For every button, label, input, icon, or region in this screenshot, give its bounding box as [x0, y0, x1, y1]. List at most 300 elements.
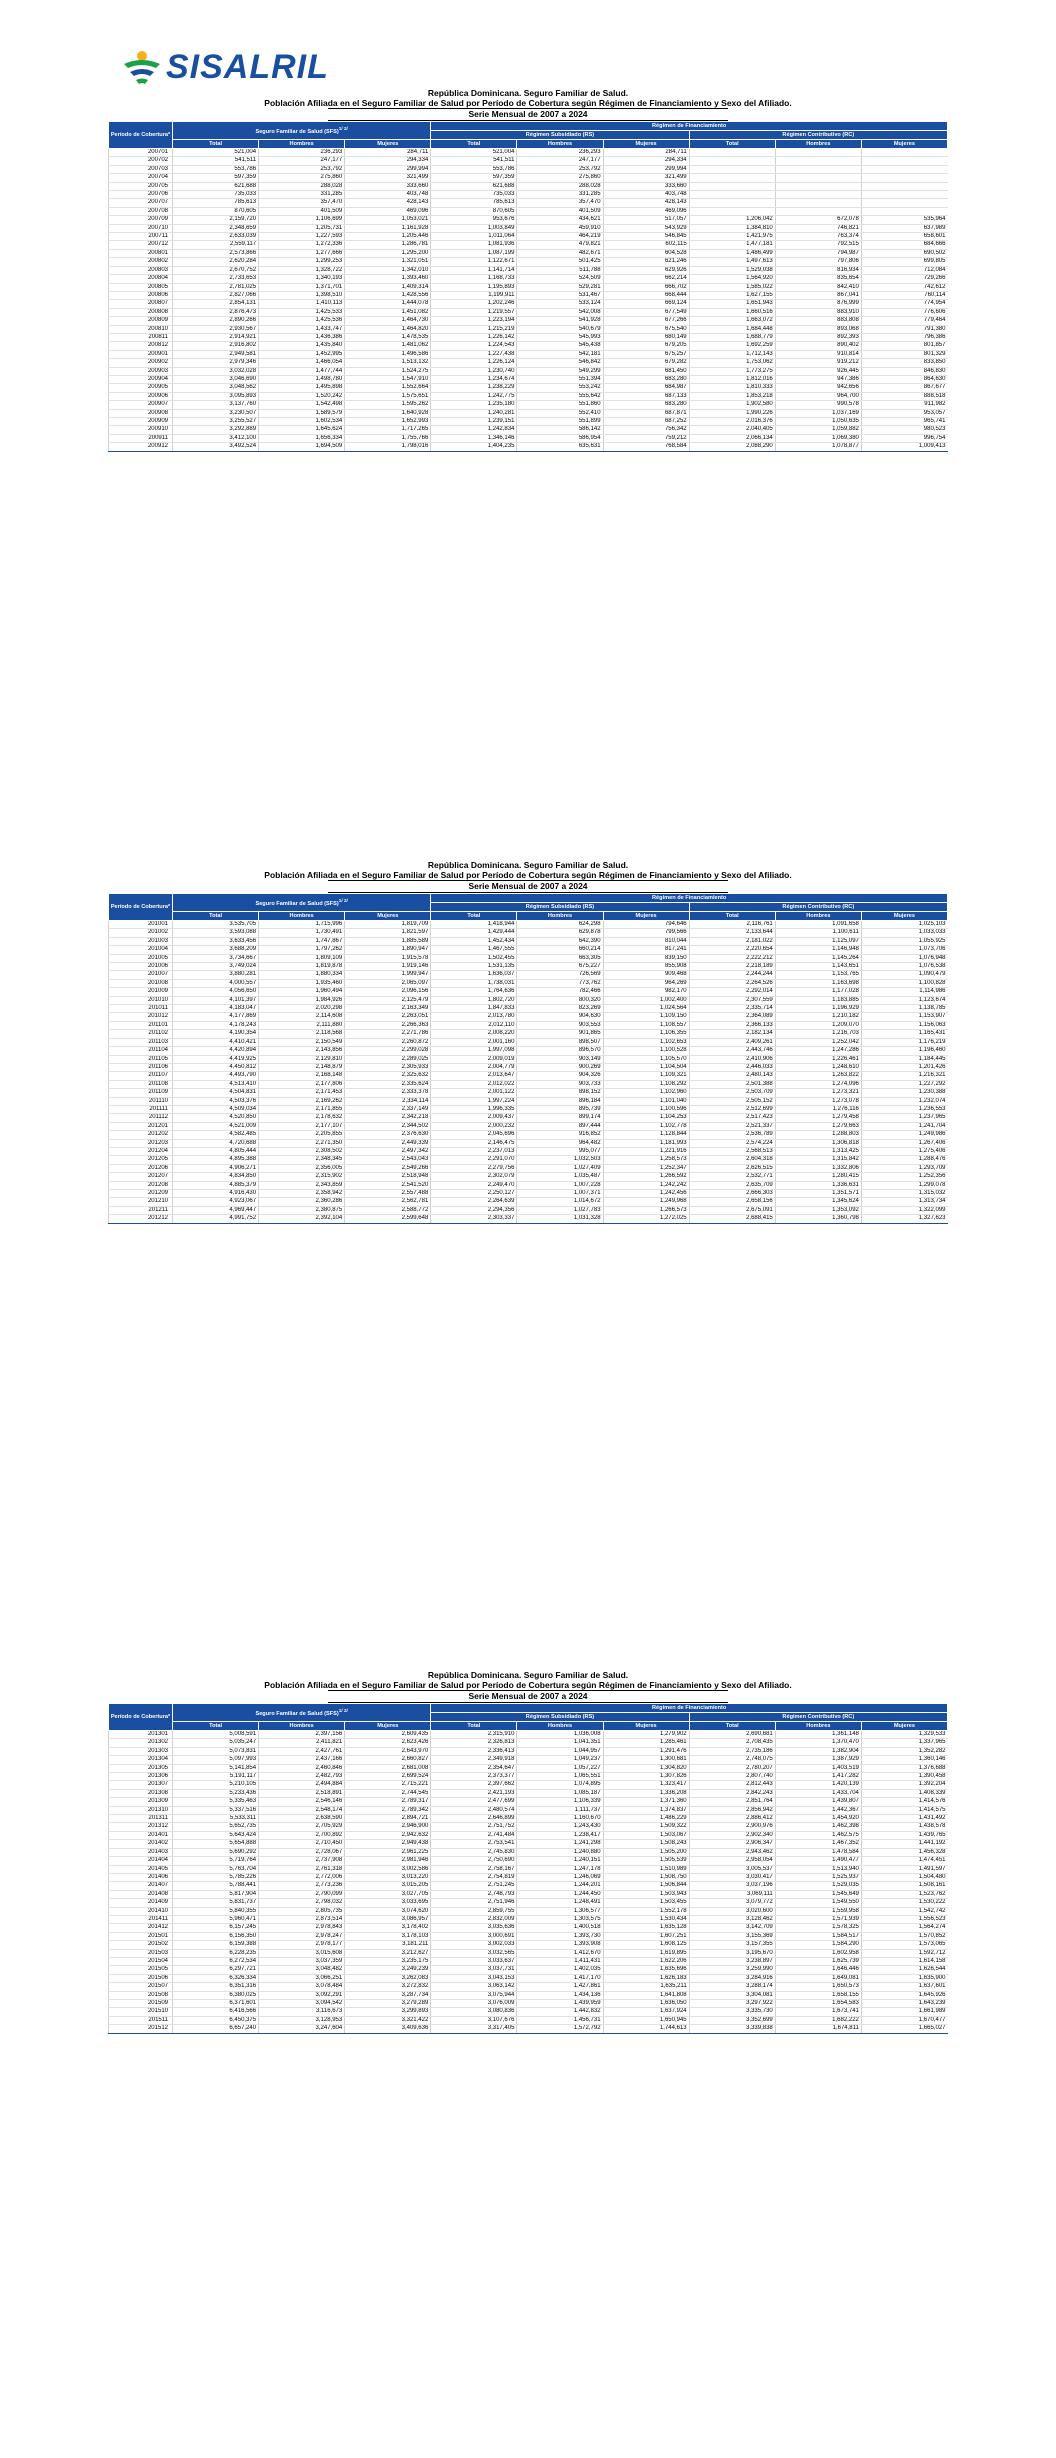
value-cell: 2,409,261: [689, 1038, 775, 1046]
value-cell: 1,572,792: [517, 2025, 603, 2033]
table-row: [109, 1021, 948, 1029]
table-row: [109, 1122, 948, 1130]
value-cell: 1,226,142: [431, 333, 517, 341]
value-cell: 469,096: [603, 207, 689, 215]
value-cell: 1,044,957: [517, 1747, 603, 1755]
value-cell: 1,181,993: [603, 1139, 689, 1147]
value-cell: 642,390: [517, 937, 603, 945]
value-cell: 275,860: [259, 174, 345, 182]
value-cell: 2,171,855: [259, 1105, 345, 1113]
value-cell: 1,564,920: [689, 275, 775, 283]
period-cell: 201212: [109, 1215, 173, 1223]
table-row: [109, 367, 948, 375]
value-cell: 1,556,523: [861, 1915, 947, 1923]
value-cell: 2,851,764: [689, 1798, 775, 1806]
value-cell: 541,511: [431, 157, 517, 165]
value-cell: 2,906,347: [689, 1840, 775, 1848]
value-cell: 1,370,470: [775, 1739, 861, 1747]
value-cell: 284,711: [603, 149, 689, 157]
period-cell: 201403: [109, 1848, 173, 1856]
period-cell: 200907: [109, 401, 173, 409]
value-cell: 1,738,031: [431, 979, 517, 987]
value-cell: 3,066,251: [259, 1974, 345, 1982]
value-cell: 3,027,705: [345, 1890, 431, 1898]
value-cell: 3,247,604: [259, 2025, 345, 2033]
value-cell: 3,092,291: [259, 1991, 345, 1999]
value-cell: 1,414,576: [861, 1798, 947, 1806]
value-cell: 3,288,174: [689, 1983, 775, 1991]
value-cell: 926,445: [775, 367, 861, 375]
value-cell: 6,297,721: [173, 1966, 259, 1974]
value-cell: 4,885,379: [173, 1181, 259, 1189]
value-cell: 1,504,480: [861, 1873, 947, 1881]
value-cell: 1,421,975: [689, 233, 775, 241]
value-cell: 2,279,756: [431, 1164, 517, 1172]
value-cell: 1,236,553: [861, 1105, 947, 1113]
period-cell: 201007: [109, 971, 173, 979]
value-cell: 4,410,421: [173, 1038, 259, 1046]
value-cell: 1,206,042: [689, 216, 775, 224]
value-cell: 2,541,520: [345, 1181, 431, 1189]
value-cell: 2,446,033: [689, 1063, 775, 1071]
period-cell: 201111: [109, 1105, 173, 1113]
value-cell: 1,552,664: [345, 384, 431, 392]
value-cell: 586,954: [517, 434, 603, 442]
value-cell: 839,150: [603, 954, 689, 962]
value-cell: 6,450,375: [173, 2016, 259, 2024]
table-row: [109, 1983, 948, 1991]
header-hombres: Hombres: [259, 1722, 345, 1731]
table-row: [109, 258, 948, 266]
value-cell: 1,425,533: [259, 308, 345, 316]
period-cell: 201109: [109, 1089, 173, 1097]
value-cell: 1,304,820: [603, 1764, 689, 1772]
value-cell: 1,249,986: [861, 1131, 947, 1139]
logo-figure-icon: [122, 50, 162, 86]
value-cell: 2,000,232: [431, 1122, 517, 1130]
report-page: [108, 88, 948, 452]
value-cell: [689, 149, 775, 157]
table-row: [109, 308, 948, 316]
table-row: [109, 1924, 948, 1932]
value-cell: [775, 207, 861, 215]
value-cell: 1,466,054: [259, 359, 345, 367]
value-cell: 2,876,473: [173, 308, 259, 316]
value-cell: 1,425,536: [259, 317, 345, 325]
value-cell: 2,620,284: [173, 258, 259, 266]
value-cell: 1,635,696: [603, 1966, 689, 1974]
value-cell: 1,427,861: [517, 1983, 603, 1991]
value-cell: 1,244,201: [517, 1882, 603, 1890]
value-cell: 2,568,513: [689, 1147, 775, 1155]
value-cell: 4,183,047: [173, 1005, 259, 1013]
period-cell: 201110: [109, 1097, 173, 1105]
value-cell: 4,190,354: [173, 1030, 259, 1038]
table-row: [109, 1206, 948, 1214]
value-cell: 1,352,282: [861, 1747, 947, 1755]
value-cell: 511,788: [517, 266, 603, 274]
table-row: [109, 317, 948, 325]
value-cell: 3,297,922: [689, 2000, 775, 2008]
value-cell: 1,327,623: [861, 1215, 947, 1223]
value-cell: 1,050,635: [775, 418, 861, 426]
period-cell: 201409: [109, 1899, 173, 1907]
value-cell: 3,279,289: [345, 2000, 431, 2008]
value-cell: 1,238,417: [517, 1831, 603, 1839]
value-cell: 2,343,859: [259, 1181, 345, 1189]
table-row: [109, 249, 948, 257]
value-cell: 3,000,691: [431, 1932, 517, 1940]
value-cell: 1,902,580: [689, 401, 775, 409]
period-cell: 201208: [109, 1181, 173, 1189]
value-cell: 1,478,584: [775, 1848, 861, 1856]
value-cell: 434,621: [517, 216, 603, 224]
header-sfs: Seguro Familiar de Salud (SFS)$^{1/ 2/}$: [173, 894, 431, 912]
period-cell: 201405: [109, 1865, 173, 1873]
table-row: [109, 1991, 948, 1999]
value-cell: 679,205: [603, 342, 689, 350]
value-cell: 3,035,636: [431, 1924, 517, 1932]
value-cell: 5,073,831: [173, 1747, 259, 1755]
value-cell: 1,578,325: [775, 1924, 861, 1932]
value-cell: 551,394: [517, 375, 603, 383]
value-cell: 2,335,714: [689, 1005, 775, 1013]
value-cell: 1,277,666: [259, 249, 345, 257]
value-cell: 746,821: [775, 224, 861, 232]
value-cell: 2,118,568: [259, 1030, 345, 1038]
value-cell: 1,409,314: [345, 283, 431, 291]
value-cell: 953,057: [861, 409, 947, 417]
value-cell: 1,241,298: [517, 1840, 603, 1848]
value-cell: 1,252,347: [603, 1164, 689, 1172]
table-row: [109, 1932, 948, 1940]
value-cell: 903,149: [517, 1055, 603, 1063]
value-cell: 6,326,334: [173, 1974, 259, 1982]
value-cell: 3,005,537: [689, 1865, 775, 1873]
value-cell: 3,593,088: [173, 929, 259, 937]
value-cell: 1,209,070: [775, 1021, 861, 1029]
table-row: [109, 1815, 948, 1823]
value-cell: 2,364,089: [689, 1013, 775, 1021]
period-cell: 201509: [109, 2000, 173, 2008]
value-cell: 2,013,647: [431, 1072, 517, 1080]
report-title: República Dominicana. Seguro Familiar de Salud.: [427, 88, 629, 98]
header-sfs: Seguro Familiar de Salud (SFS)$^{1/ 2/}$: [173, 122, 431, 140]
value-cell: 2,001,160: [431, 1038, 517, 1046]
value-cell: 1,227,593: [259, 233, 345, 241]
value-cell: 904,326: [517, 1072, 603, 1080]
value-cell: 919,212: [775, 359, 861, 367]
table-row: [109, 1806, 948, 1814]
period-cell: 201107: [109, 1072, 173, 1080]
value-cell: 1,439,807: [775, 1798, 861, 1806]
value-cell: 3,249,239: [345, 1966, 431, 1974]
value-cell: 1,168,733: [431, 275, 517, 283]
value-cell: 4,493,790: [173, 1072, 259, 1080]
value-cell: 3,259,990: [689, 1966, 775, 1974]
value-cell: 1,276,116: [775, 1105, 861, 1113]
value-cell: 699,805: [861, 258, 947, 266]
value-cell: 5,960,471: [173, 1915, 259, 1923]
period-cell: 200909: [109, 418, 173, 426]
period-cell: 201201: [109, 1122, 173, 1130]
value-cell: 1,798,016: [345, 443, 431, 451]
table-row: [109, 300, 948, 308]
value-cell: 1,240,281: [431, 409, 517, 417]
value-cell: 996,754: [861, 434, 947, 442]
value-cell: 1,128,844: [603, 1131, 689, 1139]
value-cell: 1,227,292: [861, 1080, 947, 1088]
value-cell: 3,633,456: [173, 937, 259, 945]
value-cell: 1,919,146: [345, 963, 431, 971]
value-cell: [775, 199, 861, 207]
period-cell: 201502: [109, 1941, 173, 1949]
value-cell: 2,708,435: [689, 1739, 775, 1747]
period-cell: 201505: [109, 1966, 173, 1974]
value-cell: 482,671: [517, 249, 603, 257]
period-cell: 201404: [109, 1857, 173, 1865]
value-cell: 1,111,737: [517, 1806, 603, 1814]
value-cell: 2,299,028: [345, 1047, 431, 1055]
value-cell: 2,480,143: [689, 1072, 775, 1080]
value-cell: 1,744,613: [603, 2025, 689, 2033]
value-cell: 1,274,096: [775, 1080, 861, 1088]
value-cell: 768,584: [603, 443, 689, 451]
value-cell: 2,244,244: [689, 971, 775, 979]
value-cell: 1,007,371: [517, 1190, 603, 1198]
value-cell: 597,359: [431, 174, 517, 182]
period-cell: 201108: [109, 1080, 173, 1088]
table-row: [109, 325, 948, 333]
value-cell: 729,266: [861, 275, 947, 283]
value-cell: 3,155,369: [689, 1932, 775, 1940]
value-cell: 2,163,349: [345, 1005, 431, 1013]
value-cell: 1,300,681: [603, 1756, 689, 1764]
value-cell: 1,412,670: [517, 1949, 603, 1957]
table-row: [109, 2000, 948, 2008]
value-cell: 2,001,122: [431, 1089, 517, 1097]
table-row: [109, 1731, 948, 1739]
value-cell: 2,012,022: [431, 1080, 517, 1088]
value-cell: 1,564,274: [861, 1924, 947, 1932]
value-cell: 1,183,885: [775, 996, 861, 1004]
value-cell: 2,588,772: [345, 1206, 431, 1214]
value-cell: 1,141,714: [431, 266, 517, 274]
value-cell: 1,078,877: [775, 443, 861, 451]
value-cell: 1,024,564: [603, 1005, 689, 1013]
value-cell: 469,096: [345, 207, 431, 215]
value-cell: 1,321,051: [345, 258, 431, 266]
value-cell: 479,821: [517, 241, 603, 249]
value-cell: 5,840,355: [173, 1907, 259, 1915]
table-row: [109, 375, 948, 383]
value-cell: 2,264,526: [689, 979, 775, 987]
table-row: [109, 233, 948, 241]
report-series: Serie Mensual de 2007 a 2024: [328, 880, 728, 893]
value-cell: 2,354,647: [431, 1764, 517, 1772]
table-row: [109, 1831, 948, 1839]
value-cell: 1,076,538: [861, 963, 947, 971]
table-row: [109, 165, 948, 173]
value-cell: 1,797,262: [259, 946, 345, 954]
value-cell: 2,751,752: [431, 1823, 517, 1831]
value-cell: 2,421,193: [431, 1789, 517, 1797]
period-cell: 201401: [109, 1831, 173, 1839]
value-cell: 4,503,376: [173, 1097, 259, 1105]
value-cell: 1,069,380: [775, 434, 861, 442]
period-cell: 201004: [109, 946, 173, 954]
value-cell: 357,470: [259, 199, 345, 207]
value-cell: 1,360,146: [861, 1756, 947, 1764]
period-cell: 200807: [109, 300, 173, 308]
value-cell: 2,521,337: [689, 1122, 775, 1130]
value-cell: 3,128,462: [689, 1915, 775, 1923]
value-cell: 1,177,028: [775, 988, 861, 996]
value-cell: 288,028: [259, 182, 345, 190]
value-cell: 1,227,438: [431, 350, 517, 358]
header-hombres: Hombres: [775, 912, 861, 921]
value-cell: 553,786: [431, 165, 517, 173]
value-cell: 2,348,659: [173, 224, 259, 232]
value-cell: [861, 149, 947, 157]
period-cell: 200711: [109, 233, 173, 241]
value-cell: 3,094,542: [259, 2000, 345, 2008]
value-cell: 3,048,562: [173, 384, 259, 392]
value-cell: 679,282: [603, 359, 689, 367]
value-cell: 1,027,409: [517, 1164, 603, 1172]
value-cell: 552,410: [517, 409, 603, 417]
value-cell: 2,325,632: [345, 1072, 431, 1080]
value-cell: 1,812,016: [689, 375, 775, 383]
table-row: [109, 946, 948, 954]
value-cell: 1,279,902: [603, 1731, 689, 1739]
value-cell: 2,302,079: [431, 1173, 517, 1181]
value-cell: 4,509,034: [173, 1105, 259, 1113]
value-cell: [861, 199, 947, 207]
value-cell: 1,263,822: [775, 1072, 861, 1080]
value-cell: 1,252,356: [861, 1173, 947, 1181]
value-cell: 2,505,152: [689, 1097, 775, 1105]
value-cell: 3,116,673: [259, 2008, 345, 2016]
value-cell: [861, 207, 947, 215]
value-cell: 1,196,929: [775, 1005, 861, 1013]
value-cell: 464,219: [517, 233, 603, 241]
value-cell: 403,748: [345, 191, 431, 199]
period-cell: 201305: [109, 1764, 173, 1772]
table-row: [109, 1164, 948, 1172]
value-cell: 1,650,945: [603, 2016, 689, 2024]
header-rc: Régimen Contributivo (RC): [689, 131, 947, 140]
table-row: [109, 1907, 948, 1915]
value-cell: 1,513,132: [345, 359, 431, 367]
table-row: [109, 1857, 948, 1865]
report-title: República Dominicana. Seguro Familiar de Salud.: [427, 860, 629, 870]
value-cell: 3,002,586: [345, 1865, 431, 1873]
value-cell: 980,523: [861, 426, 947, 434]
value-cell: 890,402: [775, 342, 861, 350]
value-cell: 1,684,448: [689, 325, 775, 333]
table-row: [109, 1974, 948, 1982]
value-cell: 4,834,850: [173, 1173, 259, 1181]
value-cell: 1,530,434: [603, 1915, 689, 1923]
value-cell: 2,643,970: [345, 1747, 431, 1755]
value-cell: 2,111,880: [259, 1021, 345, 1029]
value-cell: 1,510,989: [603, 1865, 689, 1873]
value-cell: 597,359: [173, 174, 259, 182]
value-cell: 2,748,793: [431, 1890, 517, 1898]
value-cell: 2,114,608: [259, 1013, 345, 1021]
value-cell: 1,009,413: [861, 443, 947, 451]
value-cell: 3,137,760: [173, 401, 259, 409]
value-cell: 1,037,169: [775, 409, 861, 417]
value-cell: 3,335,730: [689, 2008, 775, 2016]
value-cell: 1,201,426: [861, 1063, 947, 1071]
value-cell: 1,313,734: [861, 1198, 947, 1206]
value-cell: 2,914,921: [173, 333, 259, 341]
value-cell: 2,633,039: [173, 233, 259, 241]
table-row: [109, 1147, 948, 1155]
value-cell: 1,032,503: [517, 1156, 603, 1164]
value-cell: 247,177: [259, 157, 345, 165]
value-cell: 1,247,286: [775, 1047, 861, 1055]
period-cell: 200705: [109, 182, 173, 190]
value-cell: 3,492,524: [173, 443, 259, 451]
value-cell: 2,670,752: [173, 266, 259, 274]
value-cell: 810,044: [603, 937, 689, 945]
value-cell: 1,337,965: [861, 1739, 947, 1747]
value-cell: 2,358,942: [259, 1190, 345, 1198]
value-cell: 1,420,139: [775, 1781, 861, 1789]
value-cell: 294,334: [345, 157, 431, 165]
value-cell: 1,451,082: [345, 308, 431, 316]
value-cell: 428,143: [603, 199, 689, 207]
value-cell: 3,688,209: [173, 946, 259, 954]
value-cell: 294,334: [603, 157, 689, 165]
value-cell: 4,504,831: [173, 1089, 259, 1097]
table-row: [109, 384, 948, 392]
value-cell: 687,871: [603, 409, 689, 417]
value-cell: 1,506,844: [603, 1882, 689, 1890]
value-cell: 1,651,943: [689, 300, 775, 308]
value-cell: 1,403,519: [775, 1764, 861, 1772]
value-cell: 1,232,074: [861, 1097, 947, 1105]
value-cell: 2,832,009: [431, 1915, 517, 1923]
value-cell: 2,411,821: [259, 1739, 345, 1747]
value-cell: 1,288,803: [775, 1131, 861, 1139]
value-cell: 543,929: [603, 224, 689, 232]
value-cell: 2,410,906: [689, 1055, 775, 1063]
value-cell: 1,491,597: [861, 1865, 947, 1873]
value-cell: 3,020,600: [689, 1907, 775, 1915]
table-row: [109, 2025, 948, 2033]
value-cell: 5,643,424: [173, 1831, 259, 1839]
value-cell: 1,100,611: [775, 929, 861, 937]
value-cell: 2,646,899: [431, 1815, 517, 1823]
table-row: [109, 1848, 948, 1856]
value-cell: 683,280: [603, 375, 689, 383]
table-row: [109, 1840, 948, 1848]
value-cell: 1,105,570: [603, 1055, 689, 1063]
value-cell: 629,926: [603, 266, 689, 274]
value-cell: 2,356,005: [259, 1164, 345, 1172]
table-row: [109, 191, 948, 199]
value-cell: 2,012,110: [431, 1021, 517, 1029]
header-period: Período de Cobertura*: [109, 1704, 173, 1731]
value-cell: 2,700,892: [259, 1831, 345, 1839]
header-hombres: Hombres: [517, 140, 603, 149]
value-cell: 1,081,936: [431, 241, 517, 249]
table-row: [109, 1173, 948, 1181]
